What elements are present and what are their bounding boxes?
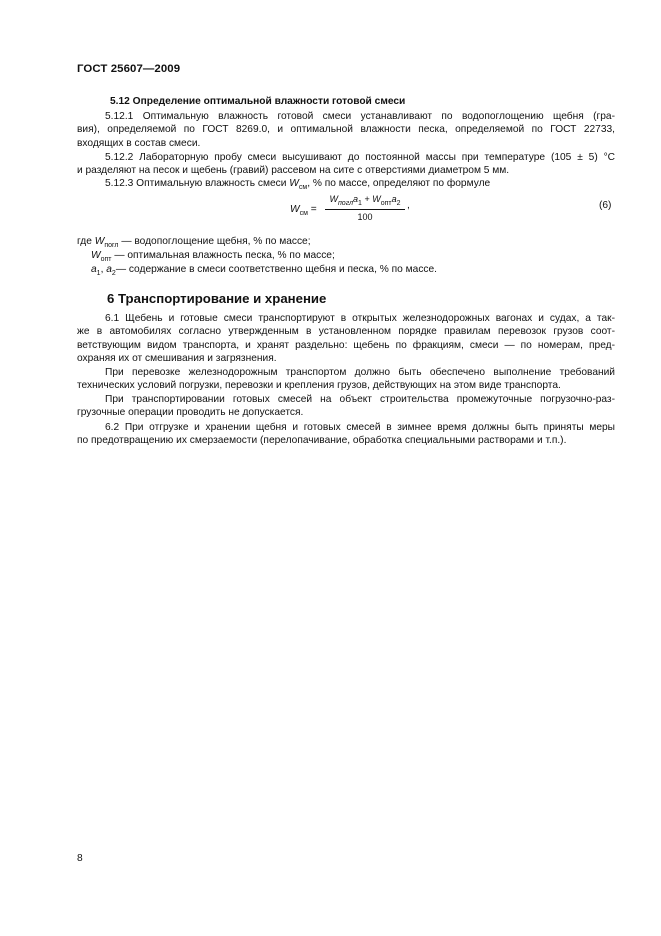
formula-variable: W — [372, 194, 381, 204]
formula-fraction — [325, 194, 405, 222]
where-line-1 — [77, 236, 311, 249]
formula-equals: = — [307, 204, 317, 215]
formula-numerator — [325, 194, 405, 210]
variable-w: W — [91, 250, 101, 261]
text-run: где — [77, 236, 95, 247]
variable-w: W — [94, 236, 105, 247]
paragraph-6-1 — [77, 312, 615, 366]
formula-trailing-comma: , — [407, 200, 410, 211]
text-run: — оптимальная влажность песка, % по массе; — [111, 250, 335, 261]
text-line: вия), определяемой по ГОСТ 8269.0, и оптимальной влажности песка, определяемой по ГОСТ 22733, — [77, 124, 615, 136]
variable-a: a — [91, 264, 97, 275]
variable-subscript: опт — [100, 256, 112, 264]
variable-w: W — [289, 178, 299, 189]
text-line: При перевозке железнодорожным транспортом должно быть обеспечено выполнение требований — [105, 367, 615, 378]
text-line: технических условий погрузки, перевозки и крепления грузов, действующих на этом виде транспорта. — [77, 380, 561, 392]
formula-plus: + — [361, 194, 373, 204]
section-6-title: 6 Транспортирование и хранение — [107, 291, 327, 306]
text-line: При транспортировании готовых смесей на объект строительства промежуточные погрузочно-раз- — [105, 394, 615, 405]
formula-subscript: 2 — [396, 199, 401, 207]
paragraph-6-2 — [77, 421, 615, 448]
text-line: охраняя их от смешивания и загрязнения. — [77, 353, 277, 365]
text-line: грузочные операции проводить не допускается. — [77, 407, 304, 419]
formula-subscript: 1 — [358, 199, 362, 207]
text-line: 6.2 При отгрузке и хранении щебня и готовых смесей в зимнее время должны быть приняты меры — [105, 422, 615, 433]
text-run: 5.12.3 Оптимальную влажность смеси — [105, 178, 290, 189]
where-line-2 — [91, 250, 335, 263]
text-line: же в автомобилях согласно утвержденным в установленном порядке правилам перевозок грузов соот- — [77, 326, 615, 338]
formula-variable: W — [290, 204, 300, 215]
formula-number: (6) — [599, 200, 612, 211]
text-run: — содержание в смеси соответственно щебня и песка, % по массе. — [115, 264, 438, 275]
text-line: 6.1 Щебень и готовые смеси транспортируют в открытых железнодорожных вагонах и судах, а так- — [105, 313, 615, 324]
where-line-3 — [91, 264, 437, 277]
text-line: 5.12.2 Лабораторную пробу смеси высушивают до постоянной массы при температуре (105 ± 5) °С — [105, 152, 615, 163]
page-number: 8 — [77, 853, 83, 864]
formula-subscript: см — [299, 210, 308, 218]
paragraph-rail-transport — [77, 366, 615, 393]
formula-variable: W — [329, 194, 338, 204]
text-run: — водопоглощение щебня, % по массе; — [118, 236, 311, 247]
text-line: 5.12.1 Оптимальную влажность готовой смеси устанавливают по водопоглощению щебня (гра- — [105, 111, 615, 122]
variable-subscript: погл — [104, 242, 119, 250]
variable-subscript: см — [298, 184, 308, 192]
variable-subscript: 2 — [111, 270, 116, 278]
formula-subscript: опт — [380, 199, 392, 207]
formula-subscript: погл — [337, 199, 354, 207]
formula-variable: a — [353, 194, 359, 204]
text-run: , — [100, 264, 107, 275]
text-line: ветствующим видом транспорта, и хранят раздельно: щебень по фракциям, смеси — по номерам, пред- — [77, 339, 615, 351]
text-line: по предотвращению их смерзаемости (перелопачивание, обработка специальными растворами и т.п.). — [77, 435, 567, 447]
formula-lhs — [290, 204, 317, 217]
paragraph-5-12-2 — [77, 151, 615, 178]
section-5-12-title: 5.12 Определение оптимальной влажности готовой смеси — [110, 96, 406, 107]
text-run: , % по массе, определяют по формуле — [307, 178, 491, 189]
formula-variable: a — [391, 194, 397, 204]
text-line: входящих в состав смеси. — [77, 137, 201, 149]
paragraph-5-12-3 — [105, 178, 490, 191]
variable-a: a — [106, 264, 112, 275]
text-line: и разделяют на песок и щебень (гравий) рассевом на сите с отверстиями диаметром 5 мм. — [77, 165, 510, 177]
document-header: ГОСТ 25607—2009 — [77, 63, 181, 75]
paragraph-site-transport — [77, 393, 615, 420]
variable-subscript: 1 — [96, 270, 101, 278]
paragraph-5-12-1 — [77, 110, 615, 150]
formula-denominator: 100 — [357, 211, 373, 222]
